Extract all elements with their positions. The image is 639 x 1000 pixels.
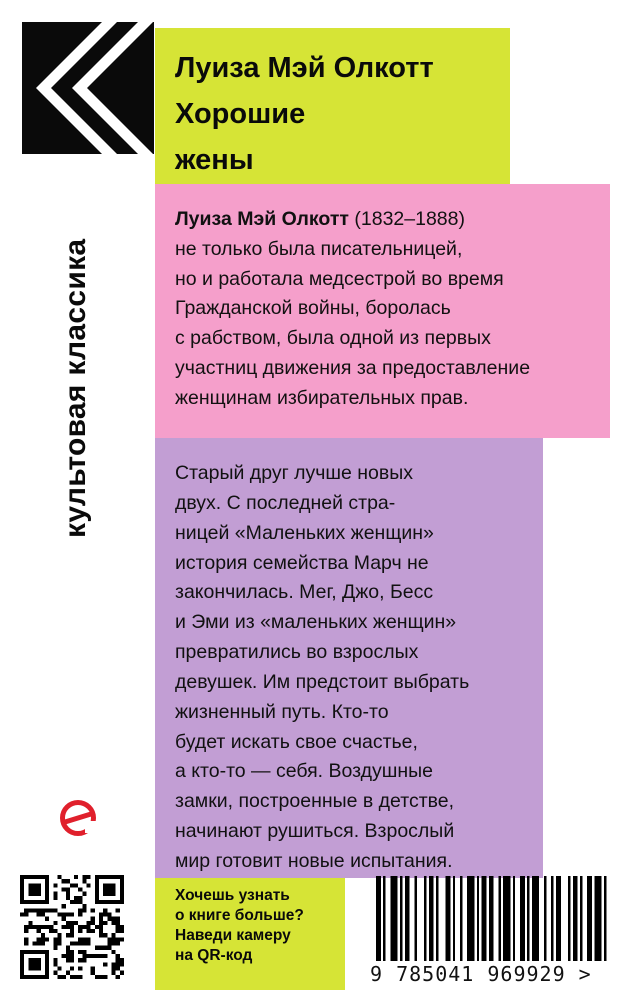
bio-line: женщинам избирательных прав. [175,386,469,409]
annotation-line: и Эми из «маленьких женщин» [175,611,457,634]
qr-code-icon [20,875,124,979]
annotation-line: Старый друг лучше новых [175,462,414,484]
bio-line: с рабством, была одной из первых [175,327,491,350]
book-author: Луиза Мэй Олкотт [175,52,434,84]
bio-author: Луиза Мэй Олкотт [175,208,349,230]
bio-line-0 [175,205,605,235]
bio-line: участниц движения за предоставление [175,356,531,379]
qr-prompt-text [175,886,304,966]
barcode-icon [372,876,612,961]
annotation-line: двух. С последней стра- [175,491,396,514]
isbn-number: 9 785041 969929 > [370,962,592,986]
annotation-line: будет искать свое счастье, [175,730,418,753]
double-chevron-left-icon [22,22,154,154]
series-label: культовая классика [59,238,92,538]
bio-line: Гражданской войны, боролась [175,297,451,320]
qr-prompt-line: Наведи камеру [175,927,291,944]
series-chevron-logo-icon [22,22,154,154]
annotation-line: мир готовит новые испытания. [175,849,453,872]
bio-text [175,205,605,414]
qr-prompt-line: о книге больше? [175,907,304,924]
annotation-line: девушек. Им предстоит выбрать [175,670,470,693]
annotation-line: закончилась. Мег, Джо, Бесс [175,581,434,604]
book-title-line-2: жены [175,144,254,176]
bio-line: не только была писательницей, [175,237,463,260]
annotation-line: жизненный путь. Кто-то [175,700,389,723]
book-title-line-1: Хорошие [175,98,306,130]
annotation-line: история семейства Марч не [175,551,429,574]
bio-years: (1832–1888) [348,208,465,230]
qr-prompt-line: на QR-код [175,947,253,964]
eksmo-e-icon [58,798,98,838]
annotation-line: начинают рушиться. Взрослый [175,820,455,843]
qr-prompt-line: Хочешь узнать [175,887,290,904]
annotation-line: а кто-то — себя. Воздушные [175,760,434,783]
bio-line: но и работала медсестрой во время [175,267,504,290]
annotation-line: замки, построенные в детстве, [175,790,455,813]
annotation-text [175,459,535,877]
annotation-line: ницей «Маленьких женщин» [175,521,434,544]
publisher-logo [58,798,98,838]
annotation-line: превратились во взрослых [175,641,419,664]
